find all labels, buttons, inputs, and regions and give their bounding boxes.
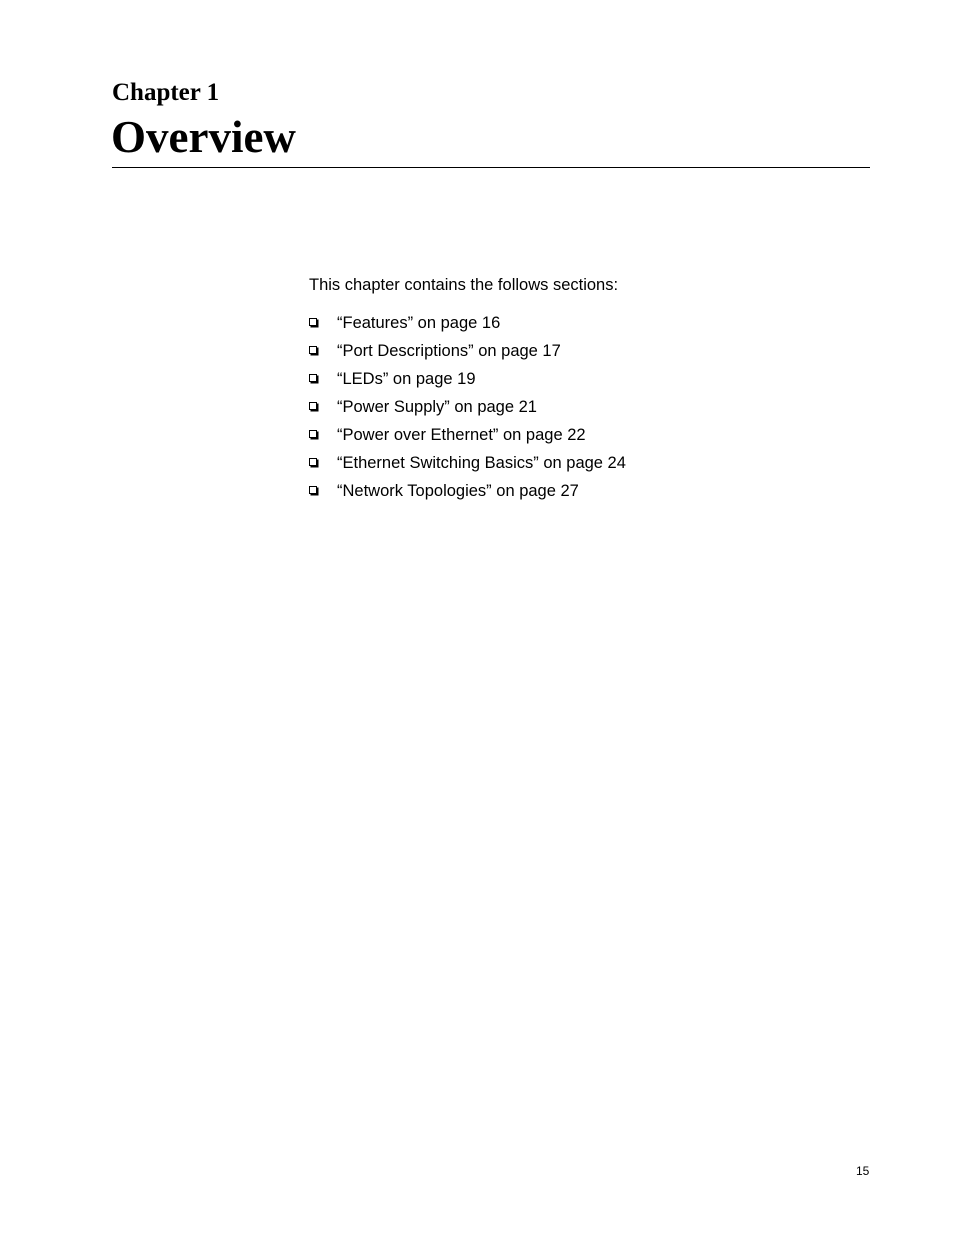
list-item[interactable]: [309, 452, 626, 480]
section-link-text: “Features” on page 16: [337, 314, 501, 332]
section-link-text: “Ethernet Switching Basics” on page 24: [337, 454, 626, 472]
checkbox-bullet-icon: [309, 402, 317, 410]
checkbox-bullet-icon: [309, 318, 317, 326]
list-item[interactable]: [309, 424, 626, 452]
section-link-text: “Power Supply” on page 21: [337, 398, 537, 416]
chapter-title: Overview: [111, 112, 296, 162]
list-item[interactable]: [309, 340, 626, 368]
list-item[interactable]: [309, 312, 626, 340]
list-item[interactable]: [309, 396, 626, 424]
section-link-text: “Port Descriptions” on page 17: [337, 342, 561, 360]
intro-text: This chapter contains the follows sections:: [309, 276, 619, 294]
checkbox-bullet-icon: [309, 430, 317, 438]
list-item[interactable]: [309, 480, 626, 508]
section-link-text: “LEDs” on page 19: [337, 370, 476, 388]
checkbox-bullet-icon: [309, 458, 317, 466]
title-divider: [112, 167, 870, 168]
section-list: [309, 312, 626, 508]
chapter-label: Chapter 1: [112, 79, 220, 106]
section-link-text: “Power over Ethernet” on page 22: [337, 426, 586, 444]
section-link-text: “Network Topologies” on page 27: [337, 482, 579, 500]
checkbox-bullet-icon: [309, 486, 317, 494]
list-item[interactable]: [309, 368, 626, 396]
checkbox-bullet-icon: [309, 374, 317, 382]
checkbox-bullet-icon: [309, 346, 317, 354]
page-number: 15: [856, 1164, 870, 1178]
